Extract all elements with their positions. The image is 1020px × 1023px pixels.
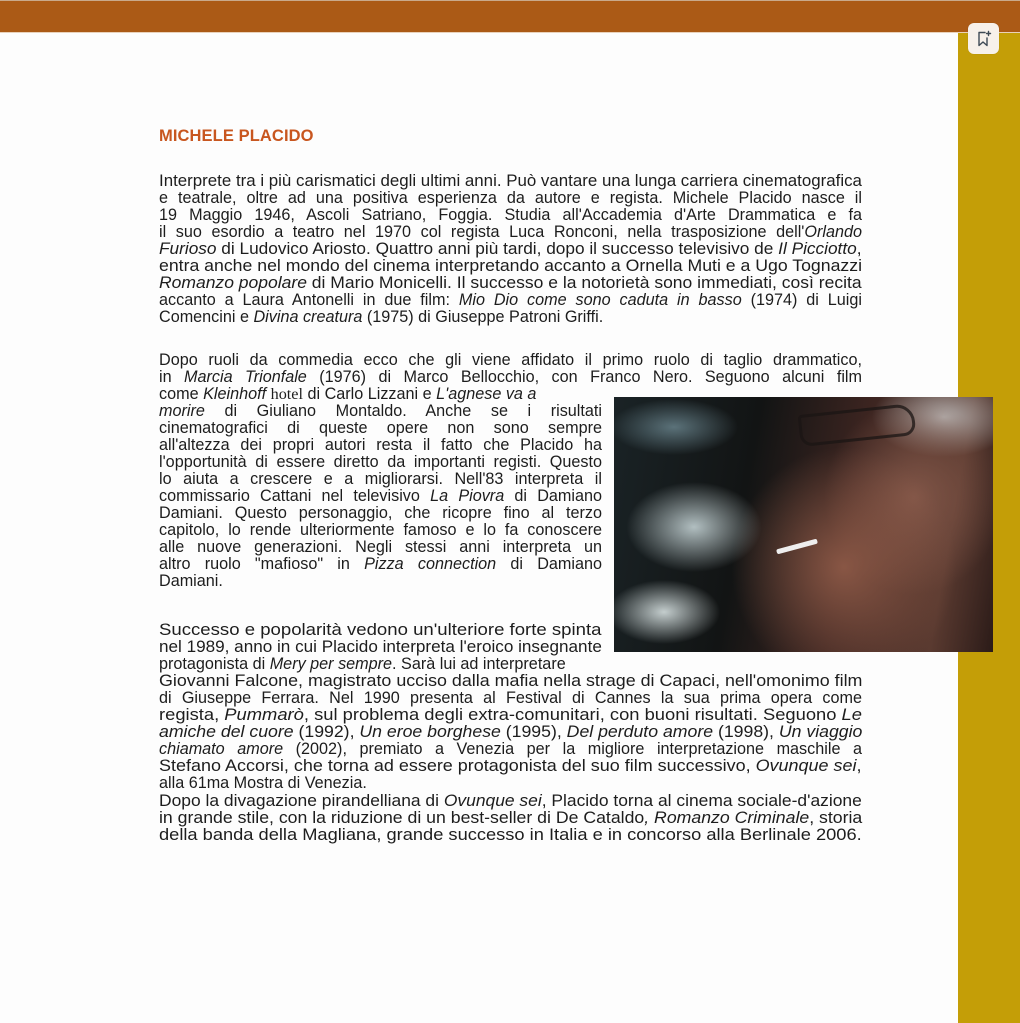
text-segment: e teatrale, oltre ad una positiva esperienza da autore e regista. Michele Placido nasce il [159, 189, 862, 207]
text-segment: Damiani. [159, 572, 223, 590]
text-segment: Dopo la divagazione pirandelliana di [159, 792, 444, 810]
text-line [159, 453, 602, 471]
text-segment: 19 Maggio 1946, Ascoli Satriano, Foggia. Studia all'Accademia d'Arte Drammatica e fa [159, 206, 862, 224]
italic-title: L'agnese va a [436, 385, 537, 403]
text-segment: l'opportunità di essere diretto da importanti registi. Questo [159, 453, 602, 471]
text-segment: Stefano Accorsi, che torna ad essere protagonista del suo film successivo, [159, 757, 756, 775]
italic-title: La Piovra [430, 487, 505, 505]
italic-title: Mio Dio come sono caduta in basso [458, 291, 742, 309]
text-segment: di Damiano [504, 487, 602, 505]
text-line [159, 402, 602, 420]
italic-title: Pummarò [224, 706, 304, 724]
text-segment: , [856, 757, 862, 775]
text-segment: (2002), premiato a Venezia per la migliore interpretazione maschile a [283, 740, 862, 758]
italic-title: Orlando [804, 223, 862, 241]
text-segment: di Ludovico Ariosto. Quattro anni più tardi, dopo il successo televisivo de [216, 240, 779, 258]
text-segment: di Giuliano Montaldo. Anche se i risultati [204, 402, 602, 420]
text-line [159, 257, 862, 275]
text-segment: hotel [270, 385, 303, 403]
text-segment: alle nuove generazioni. Negli stessi anni interpreta un [159, 538, 602, 556]
text-segment: in [159, 368, 185, 386]
text-line [159, 538, 602, 556]
text-line [159, 189, 862, 207]
text-line [159, 723, 862, 741]
text-segment: . Sarà lui ad interpretare [392, 655, 566, 673]
text-segment: capitolo, lo rende ulteriormente famoso e lo fa conoscere [159, 521, 602, 539]
text-segment: , [856, 240, 862, 258]
text-segment: Successo e popolarità vedono un'ulteriore forte spinta [159, 621, 602, 639]
text-segment: Giovanni Falcone, magistrato ucciso dalla mafia nella strage di Capaci, nell'omonimo film [159, 672, 863, 690]
text-line [159, 638, 602, 656]
italic-title: Le [841, 706, 862, 724]
text-segment: di Giuseppe Ferrara. Nel 1990 presenta al Festival di Cannes la sua prima opera come [159, 689, 862, 707]
text-segment: , storia [809, 809, 863, 827]
text-segment: Comencini e [159, 308, 254, 326]
text-line [159, 621, 601, 639]
text-line [159, 223, 862, 241]
text-line [159, 792, 862, 810]
text-segment: entra anche nel mondo del cinema interpretando accanto a Ornella Muti e a Ugo Tognazzi [159, 257, 863, 275]
text-segment: nel 1989, anno in cui Placido interpreta l'eroico insegnante [159, 638, 602, 656]
text-segment: cinematografici di queste opere non sono sempre [159, 419, 602, 437]
italic-title: , Romanzo Criminale [644, 809, 810, 827]
text-line [159, 555, 602, 573]
add-bookmark-button[interactable] [968, 23, 999, 54]
text-line [159, 385, 536, 403]
italic-title: Il Picciotto [778, 240, 857, 258]
text-segment: lo aiuta a crescere e a migliorarsi. Nell'83 interpreta il [159, 470, 602, 488]
text-line [159, 436, 602, 454]
text-segment: di Mario Monicelli. Il successo e la notorietà sono immediati, così recita [306, 274, 862, 292]
text-line [159, 172, 862, 190]
text-segment: regista, [159, 706, 225, 724]
text-segment: (1974) di Luigi [741, 291, 862, 309]
text-line [159, 757, 862, 775]
text-line [159, 706, 862, 724]
text-line [159, 291, 862, 309]
text-line [159, 240, 862, 258]
text-segment: Interprete tra i più carismatici degli ultimi anni. Può vantare una lunga carriera cinematografica [159, 172, 862, 190]
text-line [159, 521, 602, 539]
text-line [159, 655, 566, 673]
text-line [159, 470, 602, 488]
text-segment: (1995), [500, 723, 567, 741]
text-segment: Dopo ruoli da commedia ecco che gli viene affidato il primo ruolo di taglio drammatico, [159, 351, 862, 369]
text-line [159, 689, 862, 707]
header-bar [0, 1, 1020, 33]
text-segment: il suo esordio a teatro nel 1970 col regista Luca Ronconi, nella trasposizione dell' [159, 223, 805, 241]
text-segment: (1976) di Marco Bellocchio, con Franco Nero. Seguono alcuni film [306, 368, 862, 386]
text-line [159, 274, 862, 292]
text-line [159, 419, 602, 437]
italic-title: Del perduto amore [566, 723, 714, 741]
text-line [159, 206, 862, 224]
italic-title: Ovunque sei [443, 792, 542, 810]
italic-title: Divina creatura [253, 308, 363, 326]
text-segment: , Placido torna al cinema sociale-d'azione [541, 792, 862, 810]
text-segment: protagonista di [159, 655, 270, 673]
italic-title: Furioso [159, 240, 217, 258]
italic-title: Un viaggio [778, 723, 863, 741]
text-line [159, 672, 862, 690]
page-title: MICHELE PLACIDO [159, 127, 314, 145]
text-segment: (1998), [713, 723, 779, 741]
text-line [159, 774, 367, 792]
italic-title: Un eroe borghese [359, 723, 501, 741]
text-line [159, 809, 862, 827]
text-segment: commissario Cattani nel televisivo [159, 487, 431, 505]
text-line [159, 368, 862, 386]
italic-title: Pizza connection [364, 555, 497, 573]
text-segment: della banda della Magliana, grande successo in Italia e in concorso alla Berlinale 2006. [159, 826, 862, 844]
text-segment: in grande stile, con la riduzione di un best-seller di De Cataldo [159, 809, 645, 827]
italic-title: Marcia Trionfale [184, 368, 307, 386]
italic-title: morire [159, 402, 205, 420]
text-segment: , sul problema degli extra-comunitari, con buoni risultati. Seguono [303, 706, 842, 724]
text-line [159, 308, 603, 326]
text-line [159, 826, 862, 844]
italic-title: Mery per sempre [269, 655, 393, 673]
text-segment: come [159, 385, 204, 403]
italic-title: amiche del cuore [159, 723, 294, 741]
text-line [159, 504, 602, 522]
text-segment: accanto a Laura Antonelli in due film: [159, 291, 459, 309]
text-segment: di Damiano [496, 555, 602, 573]
photo [614, 397, 993, 652]
text-line [159, 572, 223, 590]
text-segment: altro ruolo "mafioso" in [159, 555, 365, 573]
text-line [159, 740, 862, 758]
italic-title: Kleinhoff [203, 385, 267, 403]
text-segment: all'altezza dei propri autori resta il fatto che Placido ha [159, 436, 602, 454]
text-segment: alla 61ma Mostra di Venezia. [159, 774, 367, 792]
text-line [159, 487, 602, 505]
text-segment: Damiani. Questo personaggio, che ricopre fino al terzo [159, 504, 602, 522]
italic-title: Romanzo popolare [159, 274, 307, 292]
text-segment: di Carlo Lizzani e [302, 385, 437, 403]
text-segment: (1975) di Giuseppe Patroni Griffi. [362, 308, 604, 326]
text-line [159, 351, 862, 369]
italic-title: Ovunque sei [755, 757, 857, 775]
italic-title: chiamato amore [159, 740, 284, 758]
bookmark-add-icon [975, 30, 993, 48]
text-segment: (1992), [293, 723, 360, 741]
